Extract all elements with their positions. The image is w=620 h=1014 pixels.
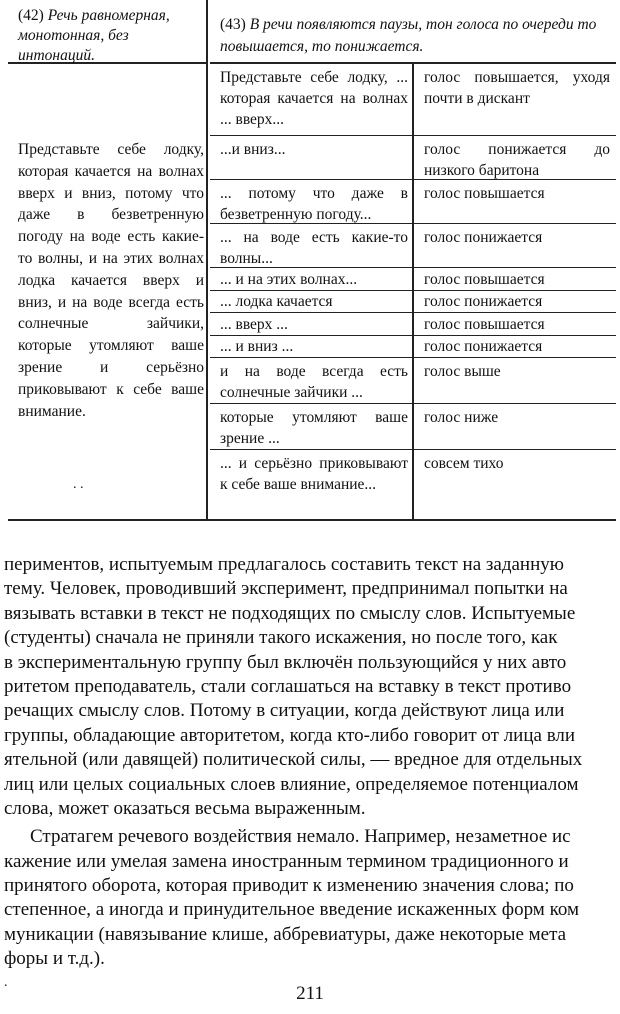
table-row: [210, 224, 616, 268]
table-row: [210, 404, 616, 450]
header-42: [8, 0, 206, 64]
text-line: степенное, а иногда и принудительное введение искаженных форм ком: [4, 899, 580, 921]
tone-cell: голос понижается: [424, 293, 543, 310]
column-intonation: [210, 0, 616, 519]
text-line: лиц или целых социальных слоев влияние, определяемое потенциалом: [4, 773, 579, 795]
phrase-cell: которые утомляют ваше зрение ...: [220, 409, 408, 447]
phrase-cell: ... лодка качается: [220, 293, 333, 310]
table-row: [210, 336, 616, 358]
paragraph-1: [4, 553, 618, 821]
paragraph-2: [4, 825, 618, 971]
body-text: [4, 553, 618, 972]
table-row: [210, 358, 616, 404]
phrase-cell: ... потому что даже в безветренную погоду...: [220, 185, 408, 223]
text-line: периментов, испытуемым предлагалось составить текст на заданную: [4, 554, 564, 575]
text-line: группы, обладающие авторитетом, когда кто-либо говорит от лица вли: [4, 724, 576, 746]
header-42-number: (42): [18, 7, 44, 24]
phrase-cell: и на воде всегда есть солнечные зайчики ...: [220, 363, 408, 401]
text-line: форы и т.д.).: [4, 948, 105, 970]
tone-cell: голос ниже: [424, 409, 499, 426]
tone-cell: голос повышается: [424, 271, 545, 288]
text-line: речащих смыслу слов. Потому в ситуации, когда действуют лица или: [4, 700, 565, 722]
table-row: [210, 136, 616, 180]
table-row: [210, 64, 616, 136]
phrase-cell: ... и серьёзно приковывают к себе ваше внимание...: [220, 455, 408, 493]
table-row: [210, 313, 616, 336]
text-line: кажение или умелая замена иностранным термином традиционного и: [4, 850, 569, 872]
column-monotone: [8, 0, 208, 519]
text-line: (студенты) сначала не приняли такого искажения, но после того, как: [4, 627, 558, 649]
tone-cell: голос повышается: [424, 316, 545, 333]
phrase-cell: Представьте себе лодку, ... которая качается на волнах ... вверх...: [220, 69, 408, 128]
phrase-cell: ... вверх ...: [220, 316, 288, 333]
text-line: принятого оборота, которая приводит к изменению значения слова; по: [4, 875, 574, 897]
tone-cell: голос повышается: [424, 185, 545, 202]
phrase-cell: ... и вниз ...: [220, 338, 294, 355]
tone-cell: голос понижается: [424, 338, 543, 355]
phrase-cell: ...и вниз...: [220, 141, 286, 158]
phrase-cell: ... на воде есть какие-то волны...: [220, 229, 408, 267]
text-line: ятельной (или давящей) политической силы, — вредное для отдельных: [4, 749, 583, 771]
text-line: муникации (навязывание клише, аббревиатуры, даже некоторые мета: [4, 923, 567, 945]
corner-mark: .: [4, 975, 8, 990]
stray-mark: . .: [73, 477, 84, 492]
text-line: в экспериментальную группу был включён пользующийся у них авто: [4, 651, 567, 673]
table-row: [210, 450, 616, 519]
table-row: [210, 268, 616, 291]
table-row: [210, 291, 616, 313]
text-line: вязывать вставки в текст не подходящих по смыслу слов. Испытуемые: [4, 602, 576, 624]
text-line: слова, может оказаться весьма выраженным.: [4, 797, 366, 819]
tone-cell: голос понижается до низкого баритона: [424, 141, 610, 179]
text-line: Стратагем речевого воздействия немало. Например, незаметное ис: [30, 826, 571, 848]
monotone-text: Представьте себе лодку, которая качается на волнах вверх и вниз, потому что даже в безветренную погоду на воде есть какие-то волны, и на этих волнах лодка качается вверх и вниз, и на воде всегда есть солнечные зайчики, которые утомляют ваше зрение и серьёзно приковывают к себе ваше внимание.: [18, 141, 204, 420]
header-43-number: (43): [220, 16, 246, 33]
tone-cell: голос выше: [424, 363, 501, 380]
tone-cell: голос понижается: [424, 229, 543, 246]
text-line: ритетом преподаватель, стали соглашаться на вставку в текст противо: [4, 675, 572, 697]
page-number: 211: [296, 983, 324, 1004]
comparison-table: [8, 0, 616, 521]
table-row: [210, 180, 616, 224]
tone-cell: голос повышается, уходя почти в дискант: [424, 69, 610, 107]
phrase-cell: ... и на этих волнах...: [220, 271, 358, 288]
text-line: тему. Человек, проводивший эксперимент, предпринимал попытки на: [4, 578, 568, 600]
header-43: [210, 0, 616, 64]
header-43-text: В речи появляются паузы, тон голоса по очереди то повышается, то понижается.: [220, 16, 597, 55]
header-42-text: Речь равномерная, монотонная, без интонаций.: [18, 7, 170, 64]
tone-cell: совсем тихо: [424, 455, 504, 472]
